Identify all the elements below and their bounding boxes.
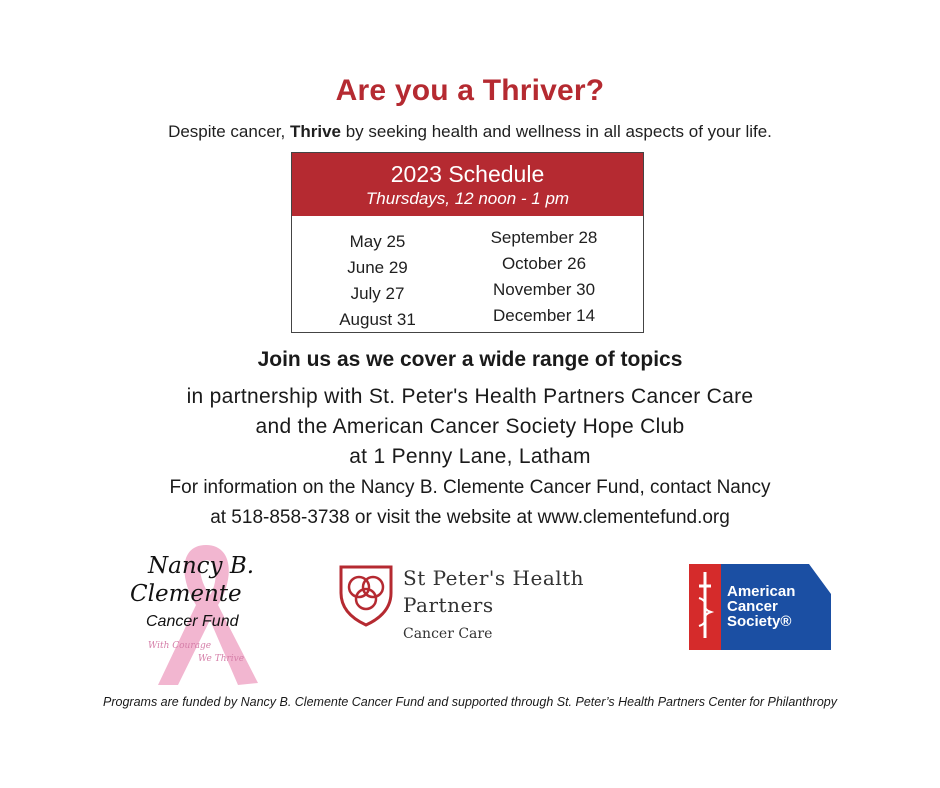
subtitle xyxy=(0,122,940,142)
address-line: at 1 Penny Lane, Latham xyxy=(349,445,591,468)
subtitle-bold: Thrive xyxy=(289,122,341,141)
st-peters-name-line2: Partners xyxy=(403,593,494,617)
footer-note: Programs are funded by Nancy B. Clemente Cancer Fund and supported through St. Peter’s Health Partners Center for Philanthropy xyxy=(103,695,837,709)
clemente-fund-logo xyxy=(118,535,293,690)
american-cancer-society-logo xyxy=(689,564,831,650)
acs-name-line: American xyxy=(727,583,796,600)
acs-name-line: Society® xyxy=(727,613,792,630)
acs-name-line: Cancer xyxy=(727,598,778,615)
schedule-date: July 27 xyxy=(350,284,405,303)
schedule-left-column xyxy=(310,229,445,333)
page-title: Are you a Thriver? xyxy=(335,74,605,107)
subtitle-post: by seeking health and wellness in all aspects of your life. xyxy=(341,122,772,141)
schedule-date: August 31 xyxy=(339,310,416,329)
clemente-tagline: We Thrive xyxy=(198,654,245,664)
schedule-date: September 28 xyxy=(490,228,598,247)
schedule-box xyxy=(291,152,644,333)
clemente-name-line3: Cancer Fund xyxy=(146,613,239,630)
acs-name xyxy=(727,584,795,629)
contact-line: at 518-858-3738 or visit the website at www.clementefund.org xyxy=(210,507,730,528)
partnership-line: in partnership with St. Peter's Health Partners Cancer Care xyxy=(186,385,754,408)
st-peters-logo xyxy=(337,563,637,653)
clemente-name-line1: Nancy B. xyxy=(148,553,255,579)
clemente-name-line2: Clemente xyxy=(130,581,242,607)
schedule-header xyxy=(292,153,643,216)
st-peters-name-line1: St Peter's Health xyxy=(403,566,585,590)
partnership-line: and the American Cancer Society Hope Club xyxy=(255,415,685,438)
schedule-right-column xyxy=(458,225,630,329)
schedule-time: Thursdays, 12 noon - 1 pm xyxy=(365,189,570,208)
st-peters-subtitle: Cancer Care xyxy=(403,626,493,642)
schedule-date: October 26 xyxy=(501,254,587,273)
schedule-date: December 14 xyxy=(492,306,596,325)
clemente-tagline: With Courage xyxy=(148,641,212,651)
st-peters-shield-icon xyxy=(337,563,395,627)
schedule-date: November 30 xyxy=(492,280,596,299)
schedule-date: June 29 xyxy=(347,258,408,277)
contact-line: For information on the Nancy B. Clemente Cancer Fund, contact Nancy xyxy=(169,477,771,498)
schedule-dates xyxy=(292,216,643,332)
schedule-date: May 25 xyxy=(349,232,406,251)
join-heading: Join us as we cover a wide range of topics xyxy=(257,348,683,371)
schedule-heading: 2023 Schedule xyxy=(390,161,545,187)
subtitle-pre: Despite cancer, xyxy=(168,122,290,141)
